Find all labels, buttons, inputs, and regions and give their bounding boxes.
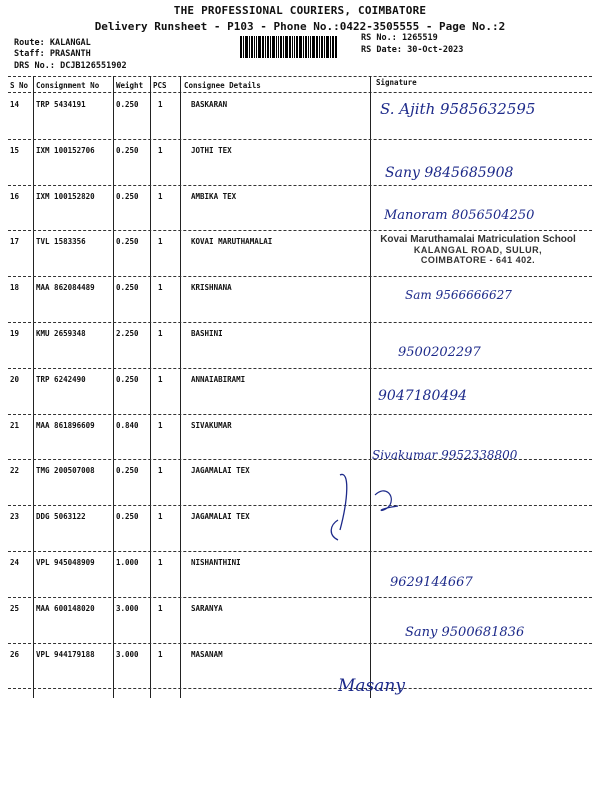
row-divider [8,368,592,369]
row-divider [8,643,592,644]
school-stamp [378,234,578,265]
row-consignment-no: MAA 600148020 [36,603,95,613]
signature-18: Sam 9566666627 [405,288,512,302]
drs-label: DRS No.: [14,61,55,71]
row-pcs: 1 [158,237,163,247]
row-consignment-no: VPL 945048909 [36,558,95,567]
row-pcs: 1 [158,603,163,613]
row-sno: 20 [10,374,20,384]
table-top-rule [8,76,592,77]
row-consignee: ANNAIABIRAMI [191,374,246,384]
row-weight: 3.000 [116,603,139,613]
row-divider [8,551,592,552]
row-weight: 0.250 [116,512,139,522]
row-consignee: BASKARAN [191,100,228,109]
row-sno: 26 [10,649,20,659]
signature-22-23-mark [320,470,400,550]
rs-no-value: 1265519 [401,33,438,43]
drs-value: DCJB126551902 [60,61,127,71]
col-pcs: PCS [153,81,167,90]
row-weight: 3.000 [116,649,139,659]
row-consignee: NISHANTHINI [191,558,241,567]
staff-label: Staff: [14,49,45,59]
row-consignee: KOVAI MARUTHAMALAI [191,237,273,247]
company-title: THE PROFESSIONAL COURIERS, COIMBATORE [173,4,427,17]
col-sno: S No [10,81,29,90]
row-consignment-no: VPL 944179188 [36,649,95,659]
row-pcs: 1 [158,558,163,567]
row-consignment-no: TRP 5434191 [36,100,86,109]
row-sno: 16 [10,191,20,201]
row-sno: 17 [10,237,20,247]
col-signature: Signature [376,78,417,87]
row-sno: 22 [10,466,20,476]
row-divider [8,597,592,598]
signature-25: Sany 9500681836 [405,625,525,640]
row-consignment-no: MAA 862084489 [36,283,95,293]
row-sno: 14 [10,100,20,109]
row-divider [8,185,592,186]
route-line [14,38,91,48]
row-weight: 0.250 [116,374,139,384]
stamp-line-1: Kovai Maruthamalai Matriculation School [380,234,576,245]
row-sno: 21 [10,420,20,430]
stamp-line-3: COIMBATORE - 641 402. [420,255,536,265]
row-consignee: BASHINI [191,329,223,338]
route-value: KALANGAL [49,38,91,48]
row-consignee: AMBIKA TEX [191,191,237,201]
row-consignee: SARANYA [191,603,223,613]
row-weight: 0.250 [116,283,139,293]
row-divider [8,230,592,231]
row-sno: 19 [10,329,20,338]
row-consignment-no: TRP 6242490 [36,374,86,384]
col-consignee: Consignee Details [184,81,261,90]
row-weight: 0.250 [116,145,139,155]
signature-24: 9629144667 [390,575,473,590]
row-weight: 1.000 [116,558,139,567]
row-pcs: 1 [158,512,163,522]
row-pcs: 1 [158,649,163,659]
row-divider [8,139,592,140]
row-pcs: 1 [158,191,163,201]
signature-21: Sivakumar 9952338800 [372,448,518,462]
row-consignment-no: IXM 100152820 [36,191,95,201]
staff-value: PRASANTH [49,49,91,59]
route-label: Route: [14,38,45,48]
row-divider [8,276,592,277]
row-weight: 0.840 [116,420,139,430]
row-consignment-no: TVL 1583356 [36,237,86,247]
table-header [8,78,596,94]
row-pcs: 1 [158,466,163,476]
rs-no-label: RS No.: [361,33,397,43]
row-sno: 18 [10,283,20,293]
row-divider [8,322,592,323]
row-consignee: JAGAMALAI TEX [191,512,250,522]
signature-20: 9047180494 [378,388,468,404]
row-divider [8,414,592,415]
rs-date-label: RS Date: [361,45,402,55]
rs-date-line [361,45,463,55]
row-weight: 0.250 [116,466,139,476]
row-consignee: MASANAM [191,649,223,659]
row-consignment-no: MAA 861896609 [36,420,95,430]
row-pcs: 1 [158,283,163,293]
row-consignee: JOTHI TEX [191,145,232,155]
runsheet-subtitle: Delivery Runsheet - P103 - Phone No.:0422-3505555 - Page No.:2 [94,20,506,33]
col-weight: Weight [116,81,144,90]
stamp-line-2: KALANGAL ROAD, SULUR, [413,245,543,255]
row-sno: 15 [10,145,20,155]
row-divider [8,505,592,506]
row-weight: 0.250 [116,100,139,109]
row-consignment-no: TMG 200507008 [36,466,95,476]
signature-14: S. Ajith 9585632595 [380,100,536,118]
row-consignee: JAGAMALAI TEX [191,466,250,476]
barcode [240,36,353,58]
signature-15: Sany 9845685908 [385,165,514,181]
col-consignment: Consignment No [36,81,100,90]
rs-no-line [361,33,438,43]
row-consignment-no: KMU 2659348 [36,329,86,338]
row-pcs: 1 [158,145,163,155]
row-weight: 0.250 [116,237,139,247]
rs-date-value: 30-Oct-2023 [407,45,464,55]
signature-19: 9500202297 [398,345,481,360]
row-consignment-no: IXM 100152706 [36,145,95,155]
row-sno: 23 [10,512,20,522]
row-pcs: 1 [158,374,163,384]
row-sno: 24 [10,558,20,567]
signature-16: Manoram 8056504250 [384,208,535,223]
row-divider [8,688,592,689]
row-consignment-no: DDG 5063122 [36,512,86,522]
row-pcs: 1 [158,100,163,109]
staff-line [14,49,91,59]
row-pcs: 1 [158,329,163,338]
row-weight: 0.250 [116,191,139,201]
row-sno: 25 [10,603,20,613]
signature-26: Masany [338,676,405,696]
row-consignee: SIVAKUMAR [191,420,232,430]
row-weight: 2.250 [116,329,139,338]
row-consignee: KRISHNANA [191,283,232,293]
row-pcs: 1 [158,420,163,430]
drs-line [14,61,127,71]
